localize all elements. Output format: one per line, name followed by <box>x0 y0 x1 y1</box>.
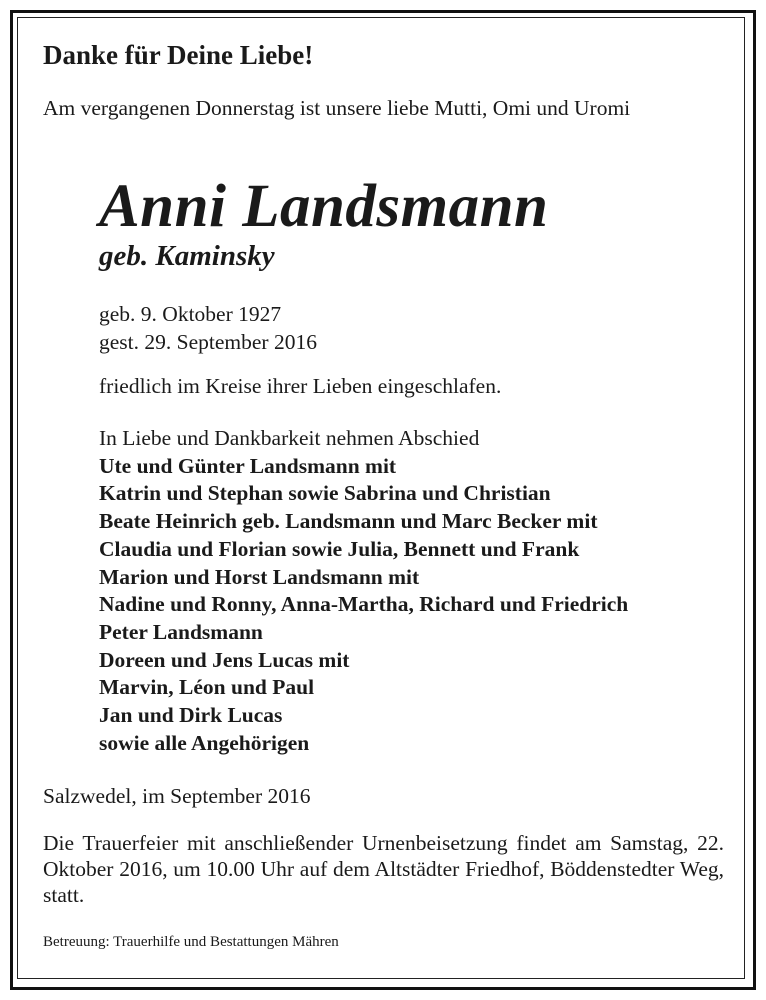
death-date: gest. 29. September 2016 <box>99 330 317 354</box>
farewell-block <box>99 425 628 757</box>
mourner-line: Katrin und Stephan sowie Sabrina und Christian <box>99 481 551 506</box>
mourner-line: Peter Landsmann <box>99 619 263 644</box>
deceased-name: Anni Landsmann <box>99 173 549 240</box>
mourner-line: Marvin, Léon und Paul <box>99 675 315 700</box>
mourner-line: Marion und Horst Landsmann mit <box>99 564 420 589</box>
intro-text: Am vergangenen Donnerstag ist unsere liebe Mutti, Omi und Uromi <box>43 96 631 120</box>
mourner-line: Beate Heinrich geb. Landsmann und Marc Becker mit <box>99 509 598 534</box>
deceased-birth-name: geb. Kaminsky <box>99 240 275 272</box>
mourner-line: Nadine und Ronny, Anna-Martha, Richard und Friedrich <box>99 592 629 617</box>
passing-text: friedlich im Kreise ihrer Lieben eingeschlafen. <box>99 374 502 398</box>
undertaker-credit: Betreuung: Trauerhilfe und Bestattungen Mähren <box>43 934 339 950</box>
funeral-notice: Die Trauerfeier mit anschließender Urnenbeisetzung findet am Samstag, 22. Oktober 2016, um 10.00 Uhr auf dem Altstädter Friedhof, Böddenstedter Weg, statt. <box>43 831 724 907</box>
mourner-line: Jan und Dirk Lucas <box>99 703 283 728</box>
birth-date: geb. 9. Oktober 1927 <box>99 302 282 326</box>
place-date: Salzwedel, im September 2016 <box>43 784 311 808</box>
life-dates <box>99 300 317 356</box>
mourner-line: sowie alle Angehörigen <box>99 730 310 755</box>
notice-heading: Danke für Deine Liebe! <box>43 40 314 70</box>
farewell-intro: In Liebe und Dankbarkeit nehmen Abschied <box>99 426 480 450</box>
mourner-line: Ute und Günter Landsmann mit <box>99 453 397 478</box>
mourner-line: Claudia und Florian sowie Julia, Bennett und Frank <box>99 536 580 561</box>
mourner-line: Doreen und Jens Lucas mit <box>99 647 350 672</box>
